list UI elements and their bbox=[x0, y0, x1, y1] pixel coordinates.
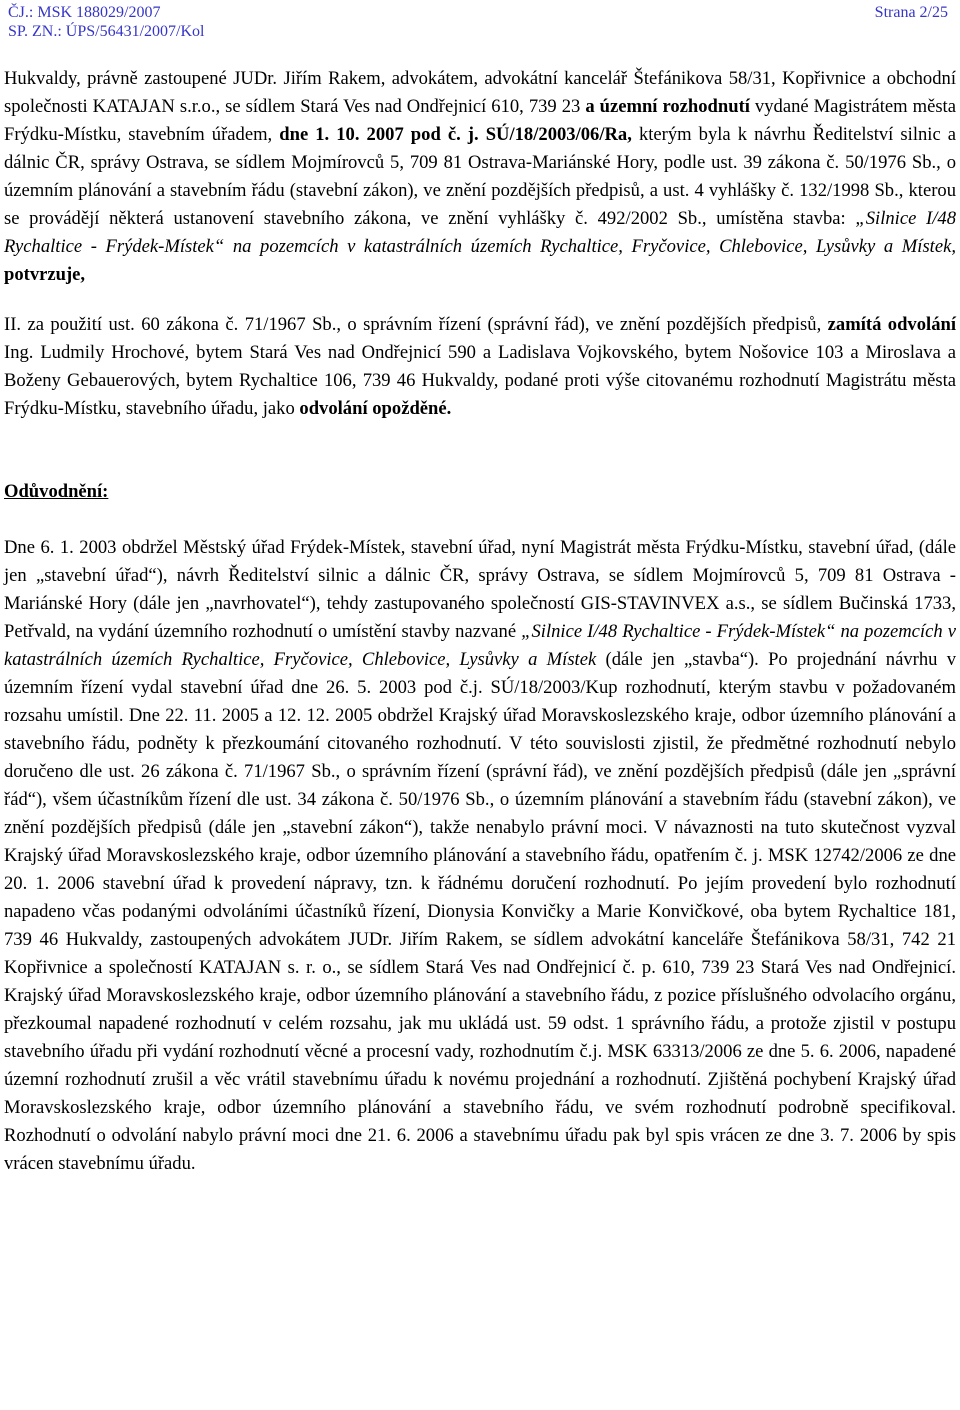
reference-number: ČJ.: MSK 188029/2007 bbox=[8, 4, 161, 21]
file-number: SP. ZN.: ÚPS/56431/2007/Kol bbox=[8, 23, 205, 40]
bold-text: dne 1. 10. 2007 pod č. j. SÚ/18/2003/06/Ra, bbox=[279, 124, 632, 145]
text-run: Dne 6. 1. 2003 obdržel Městský úřad Frýdek-Místek, stavební úřad, nyní Magistrát města Frýdku-Místku, stavební úřad, (dále jen „stavební úřad“), návrh Ředitelství silnic a dálnic ČR, správy Ostrava, se sídlem Mojmírovců 5, 709 81 Ostrava - Mariánské Hory (dále jen „navrhovatel“), tehdy zastupovaného společností GIS-STAVINVEX a.s., se sídlem Bučinská 1733, Petřvald, na vydání územního rozhodnutí o umístění stavby nazvané bbox=[4, 537, 956, 642]
text-run: vydané Magistrátem města Frýdku-Místku, stavebním úřadem, bbox=[4, 96, 956, 145]
section-heading: Odůvodnění: bbox=[4, 481, 109, 502]
decision-paragraph-i bbox=[4, 65, 956, 289]
page-number: Strana 2/25 bbox=[874, 4, 948, 21]
text-run: Ing. Ludmily Hrochové, bytem Stará Ves nad Ondřejnicí 590 a Ladislava Vojkovského, bytem Nošovice 103 a Miroslava a Boženy Gebauerových, bytem Rychaltice 106, 739 46 Hukvaldy, podané proti výše citovanému rozhodnutí Magistrátu města Frýdku-Místku, stavebního úřadu, jako bbox=[4, 342, 956, 419]
text-run: kterým byla k návrhu Ředitelství silnic a dálnic ČR, správy Ostrava, se sídlem Mojmírovců 5, 709 81 Ostrava-Mariánské Hory, podle ust. 39 zákona č. 50/1976 Sb., o územním plánování a stavebním řádu (stavební zákon), ve znění pozdějších předpisů, a ust. 4 vyhlášky č. 132/1998 Sb., kterou se provádějí některá ustanovení stavebního zákona, ve znění vyhlášky č. 492/2002 Sb., umístěna stavba: bbox=[4, 124, 957, 229]
bold-text: potvrzuje, bbox=[4, 264, 86, 285]
italic-text: „Silnice I/48 Rychaltice - Frýdek-Místek“ na pozemcích v katastrálních územích Rychaltice, Fryčovice, Chlebovice, Lysůvky a Místek bbox=[4, 621, 956, 670]
bold-text: a územní rozhodnutí bbox=[585, 96, 750, 117]
page-header bbox=[4, 0, 956, 44]
text-run: II. za použití ust. 60 zákona č. 71/1967 Sb., o správním řízení (správní řád), ve znění pozdějších předpisů, bbox=[4, 314, 828, 335]
decision-paragraph-ii bbox=[4, 311, 956, 423]
text-run: Hukvaldy, právně zastoupené JUDr. Jiřím Rakem, advokátem, advokátní kancelář Štefánikova 58/31, Kopřivnice a obchodní společnosti KATAJAN s.r.o., se sídlem Stará Ves nad Ondřejnicí 610, 739 23 bbox=[4, 68, 956, 117]
italic-text: „Silnice I/48 Rychaltice - Frýdek-Místek“ na pozemcích v katastrálních územích Rychaltice, Fryčovice, Chlebovice, Lysůvky a Místek, bbox=[4, 208, 956, 257]
bold-text: odvolání opožděné. bbox=[299, 398, 452, 419]
reasoning-paragraph bbox=[4, 534, 956, 1178]
text-run: (dále jen „stavba“). Po projednání návrhu v územním řízení vydal stavební úřad dne 26. 5. 2003 pod č.j. SÚ/18/2003/Kup rozhodnutí, kterým stavbu v požadovaném rozsahu umístil. Dne 22. 11. 2005 a 12. 12. 2005 obdržel Krajský úřad Moravskoslezského kraje, odbor územního plánování a stavebního řádu, podněty k přezkoumání citovaného rozhodnutí. V této souvislosti zjistil, že předmětné rozhodnutí nebylo doručeno dle ust. 26 zákona č. 71/1967 Sb., o správním řízení (správní řád), ve znění pozdějších předpisů (dále jen „správní řád“), všem účastníkům řízení dle ust. 34 zákona č. 50/1976 Sb., o územním plánování a stavebním řádu (stavební zákon), ve znění pozdějších předpisů (dále jen „stavební zákon“), takže nenabylo právní moci. V návaznosti na tuto skutečnost vyzval Krajský úřad Moravskoslezského kraje, odbor územního plánování a stavebního řádu, opatřením č. j. MSK 12742/2006 ze dne 20. 1. 2006 stavební úřad k provedení nápravy, tzn. k řádnému doručení rozhodnutí. Po jejím provedení bylo rozhodnutí napadeno včas podanými odvoláními účastníků řízení, Dionysia Konvičky a Marie Konvičkové, oba bytem Rychaltice 181, 739 46 Hukvaldy, zastoupených advokátem JUDr. Jiřím Rakem, se sídlem advokátní kanceláře Štefánikova 58/31, 742 21 Kopřivnice a společností KATAJAN s. r. o., se sídlem Stará Ves nad Ondřejnicí č. p. 610, 739 23 Stará Ves nad Ondřejnicí. Krajský úřad Moravskoslezského kraje, odbor územního plánování a stavebního řádu, z pozice příslušného odvolacího orgánu, přezkoumal napadené rozhodnutí v celém rozsahu, jak mu ukládá ust. 59 odst. 1 správního řádu, a protože zjistil v postupu stavebního úřadu při vydání rozhodnutí věcné a procesní vady, rozhodnutím č.j. MSK 63313/2006 ze dne 5. 6. 2006, napadené územní rozhodnutí zrušil a věc vrátil stavebnímu úřadu k novému projednání a rozhodnutí. Zjištěná pochybení Krajský úřad Moravskoslezského kraje, odbor územního plánování a stavebního řádu, ve svém rozhodnutí podrobně specifikoval. Rozhodnutí o odvolání nabylo právní moci dne 21. 6. 2006 a stavebnímu úřadu pak byl spis vrácen ze dne 3. 7. 2006 by spis vrácen stavebnímu úřadu. bbox=[4, 649, 956, 1174]
bold-text: zamítá odvolání bbox=[827, 314, 956, 335]
